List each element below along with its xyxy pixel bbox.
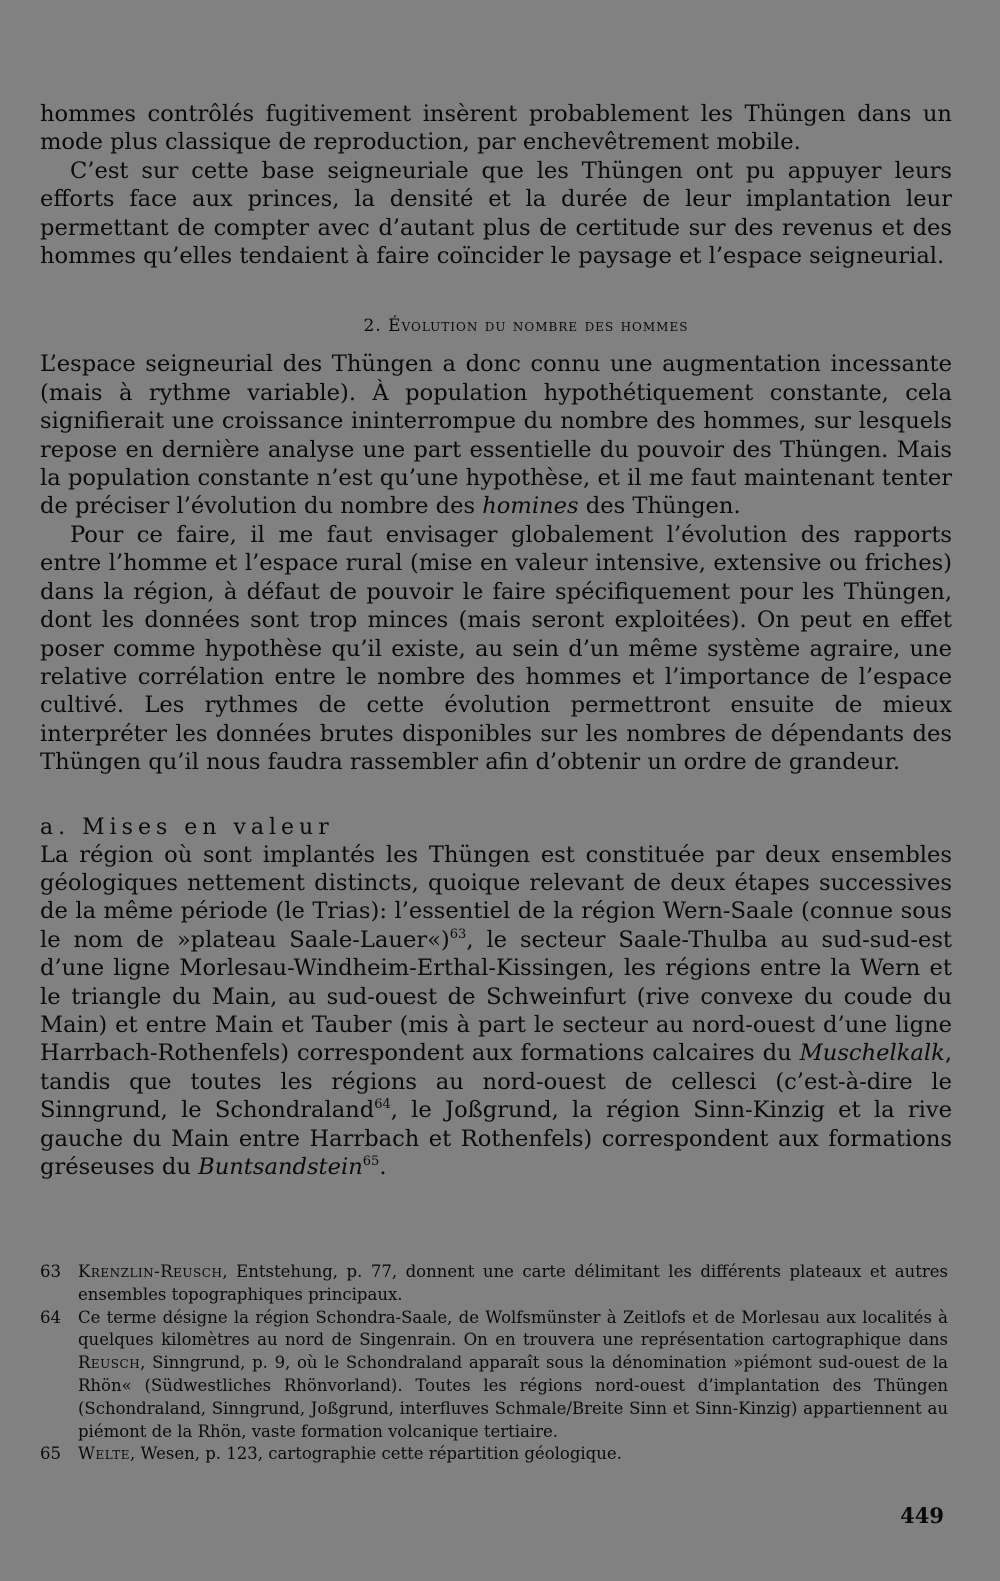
italic-term: homines xyxy=(482,493,579,520)
text-run: Ce terme désigne la région Schondra-Saale, de Wolfsmünster à Zeitlofs et de Morlesau aux localités à quelques kilomètres au nord de Singenrain. On en trouvera une représentation cartographique dans xyxy=(78,1307,948,1350)
footnote xyxy=(40,1307,948,1444)
text-run: . xyxy=(379,1154,387,1180)
paragraph xyxy=(40,350,952,520)
paragraph: C’est sur cette base seigneuriale que les Thüngen ont pu appuyer leurs efforts face aux princes, la densité et la durée de leur implantation leur permettant de compter avec d’autant plus de certitude sur des revenus et des hommes qu’elles tendaient à faire coïncider le paysage et l’espace seigneurial. xyxy=(40,157,952,270)
text-run: La région où sont implantés les Thüngen est constituée par deux ensembles géologiques nettement distincts, quoique relevant de deux étapes successives de la même période (le Trias): l’essentiel de la région Wern-Saale (connue sous le nom de »plateau Saale-Lauer«) xyxy=(40,841,952,953)
footnotes xyxy=(40,1261,948,1466)
footnote xyxy=(40,1443,948,1466)
text-run: L’espace seigneurial des Thüngen a donc connu une augmentation incessante (mais à rythme variable). À population hypothétiquement constante, cela signifierait une croissance ininterrompue du nombre des hommes, sur lesquels repose en dernière analyse une part essentielle du pouvoir des Thüngen. Mais la population constante n’est qu’une hypothèse, et il me faut maintenant tenter de préciser l’évolution du nombre des xyxy=(40,351,952,520)
text-run: , tandis que toutes les régions au nord-ouest de cellesci (c’est-à-dire le Sinngrund, le Schondraland xyxy=(40,1040,952,1124)
paragraph: Pour ce faire, il me faut envisager globalement l’évolution des rapports entre l’homme et l’espace rural (mise en valeur intensive, extensive ou friches) dans la région, à défaut de pouvoir le faire spécifiquement pour les Thüngen, dont les données sont trop minces (mais seront exploitées). On peut en effet poser comme hypothèse qu’il existe, au sein d’un même système agraire, une relative corrélation entre le nombre des hommes et l’importance de l’espace cultivé. Les rythmes de cette évolution permettront ensuite de mieux interpréter les données brutes disponibles sur les nombres de dépendants des Thüngen qu’il nous faudra rassembler afin d’obtenir un ordre de grandeur. xyxy=(40,521,952,776)
section-heading: 2. Évolution du nombre des hommes xyxy=(363,316,689,337)
footnote-text xyxy=(78,1261,948,1307)
footnote-ref[interactable]: 65 xyxy=(362,1154,380,1169)
text-run: , Sinngrund, p. 9, où le Schondraland apparaît sous la dénomination »piémont sud-ouest de la Rhön« (Südwestliches Rhönvorland). Toutes les régions nord-ouest d’implantation des Thüngen (Schondraland, Sinngrund, Joßgrund, interfluves Schmale/Breite Sinn et Sinn-Kinzig) appartiennent au piémont de la Rhön, vaste formation volcanique tertiaire. xyxy=(78,1353,948,1441)
paragraph: hommes contrôlés fugitivement insèrent probablement les Thüngen dans un mode plus classique de reproduction, par enchevêtrement mobile. xyxy=(40,101,952,156)
text-run: des Thüngen. xyxy=(578,493,741,520)
author-name: Welte xyxy=(78,1444,130,1464)
footnote-ref[interactable]: 63 xyxy=(449,926,467,942)
footnote-number: 65 xyxy=(40,1444,61,1464)
text-run: , Wesen, p. 123, cartographie cette répartition géologique. xyxy=(129,1444,622,1464)
page-body xyxy=(40,100,952,1181)
page-number: 449 xyxy=(900,1503,944,1528)
italic-term: Buntsandstein xyxy=(198,1154,363,1180)
paragraph xyxy=(40,841,952,1182)
footnote xyxy=(40,1261,948,1307)
footnote-text xyxy=(78,1443,948,1466)
footnote-ref[interactable]: 64 xyxy=(374,1097,391,1113)
text-run: , Entstehung, p. 77, donnent une carte délimitant les différents plateaux et autres ensembles topographiques principaux. xyxy=(78,1262,948,1304)
sub-heading: a. Mises en valeur xyxy=(40,814,334,840)
footnote-number: 64 xyxy=(40,1307,61,1327)
author-name: Krenzlin-Reusch xyxy=(78,1262,223,1281)
italic-term: Muschelkalk xyxy=(799,1040,945,1067)
text-run: , le Joßgrund, la région Sinn-Kinzig et la rive gauche du Main entre Harrbach et Rothenfels) correspondent aux formations gréseuses du xyxy=(40,1097,952,1180)
footnote-number: 63 xyxy=(40,1262,61,1281)
footnote-text xyxy=(78,1307,948,1444)
text-run: , le secteur Saale-Thulba au sud-sud-est d’une ligne Morlesau-Windheim-Erthal-Kissingen, les régions entre la Wern et le triangle du Main, au sud-ouest de Schweinfurt (rive convexe du coude du Main) et entre Main et Tauber (mis à part le secteur au nord-ouest d’une ligne Harrbach-Rothenfels) correspondent aux formations calcaires du xyxy=(40,926,952,1067)
author-name: Reusch xyxy=(78,1353,141,1373)
